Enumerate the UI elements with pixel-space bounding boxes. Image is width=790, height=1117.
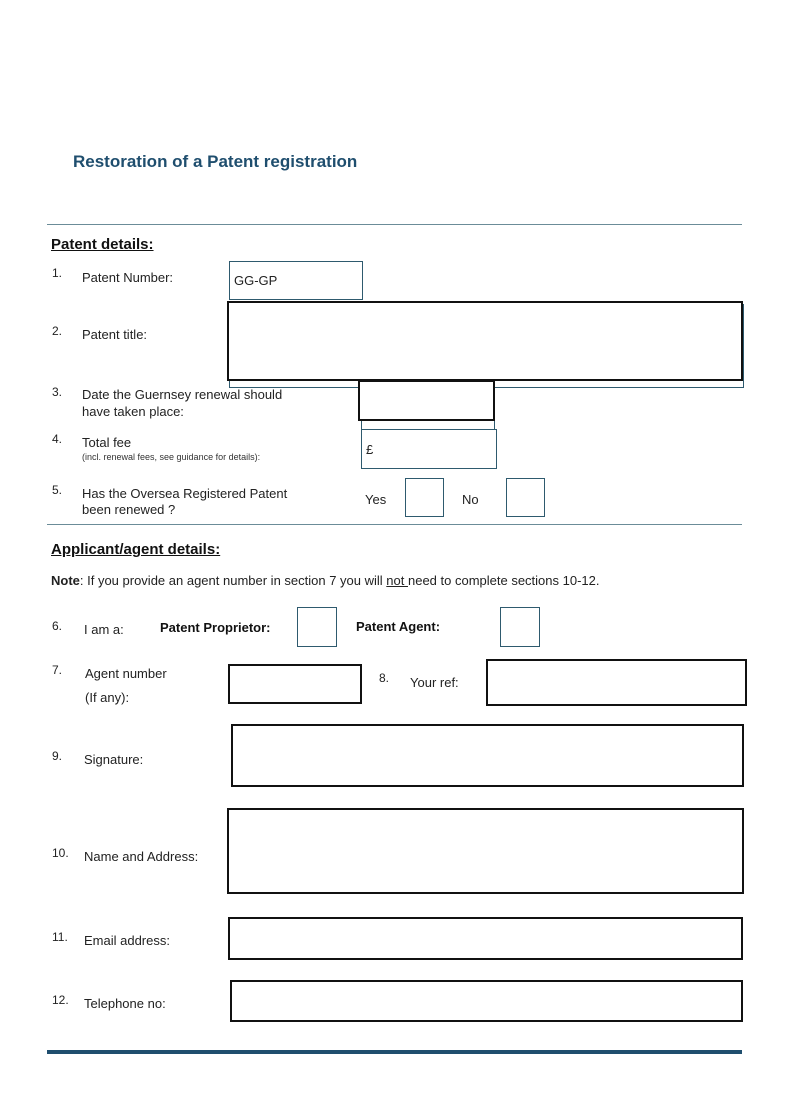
agent-number-label-line1: Agent number: [85, 666, 167, 681]
signature-field[interactable]: [231, 724, 744, 787]
telephone-field[interactable]: [230, 980, 743, 1022]
divider: [47, 224, 742, 225]
total-fee-sublabel: (incl. renewal fees, see guidance for details):: [82, 452, 261, 462]
email-field[interactable]: [228, 917, 743, 960]
your-ref-label: Your ref:: [410, 675, 459, 690]
signature-label: Signature:: [84, 752, 144, 767]
item-number: 5.: [52, 483, 63, 497]
patent-number-value: GG-GP: [234, 273, 278, 288]
item-number: 11.: [52, 930, 68, 944]
total-fee-field[interactable]: [361, 429, 497, 469]
yes-label: Yes: [365, 492, 387, 507]
oversea-renewed-label-line1: Has the Oversea Registered Patent: [82, 486, 288, 501]
note-before: : If you provide an agent number in section 7 you will: [79, 573, 387, 588]
item-number: 6.: [52, 619, 63, 633]
no-label: No: [462, 492, 479, 507]
email-label: Email address:: [84, 933, 170, 948]
telephone-label: Telephone no:: [84, 996, 166, 1011]
divider: [47, 524, 742, 525]
patent-number-label: Patent Number:: [82, 270, 174, 285]
item-number: 1.: [52, 266, 63, 280]
section-heading-applicant-details: Applicant/agent details:: [51, 541, 221, 558]
item-number: 9.: [52, 749, 63, 763]
item-number: 10.: [52, 846, 69, 860]
patent-proprietor-checkbox[interactable]: [297, 607, 337, 647]
patent-proprietor-label: Patent Proprietor:: [160, 620, 271, 635]
yes-checkbox[interactable]: [405, 478, 444, 517]
note-after: need to complete sections 10-12.: [407, 573, 600, 588]
item-number: 2.: [52, 324, 63, 338]
currency-symbol: £: [366, 442, 374, 457]
renewal-date-label-line1: Date the Guernsey renewal should: [82, 387, 283, 402]
footer-divider: [47, 1050, 742, 1054]
your-ref-field[interactable]: [486, 659, 747, 706]
agent-number-label-line2: (If any):: [85, 690, 130, 705]
total-fee-label: Total fee: [82, 435, 132, 450]
patent-agent-checkbox[interactable]: [500, 607, 540, 647]
oversea-renewed-label-line2: been renewed ?: [82, 502, 176, 517]
patent-title-field[interactable]: [227, 301, 743, 381]
patent-agent-label: Patent Agent:: [356, 619, 441, 634]
agent-number-field[interactable]: [228, 664, 362, 704]
patent-number-field[interactable]: [229, 261, 363, 300]
section-heading-patent-details: Patent details:: [51, 236, 154, 253]
item-number: 12.: [52, 993, 69, 1007]
item-number: 3.: [52, 385, 63, 399]
note-prefix: Note: [51, 573, 80, 588]
patent-title-label: Patent title:: [82, 327, 148, 342]
item-number: 8.: [379, 671, 390, 685]
item-number: 4.: [52, 432, 63, 446]
renewal-date-field[interactable]: [358, 380, 495, 421]
note-text: [51, 573, 600, 588]
name-address-label: Name and Address:: [84, 849, 199, 864]
page-title: Restoration of a Patent registration: [73, 152, 358, 171]
name-address-field[interactable]: [227, 808, 744, 894]
no-checkbox[interactable]: [506, 478, 545, 517]
note-emphasis: not: [386, 573, 408, 588]
i-am-a-label: I am a:: [84, 622, 124, 637]
renewal-date-label-line2: have taken place:: [82, 404, 184, 419]
item-number: 7.: [52, 663, 63, 677]
